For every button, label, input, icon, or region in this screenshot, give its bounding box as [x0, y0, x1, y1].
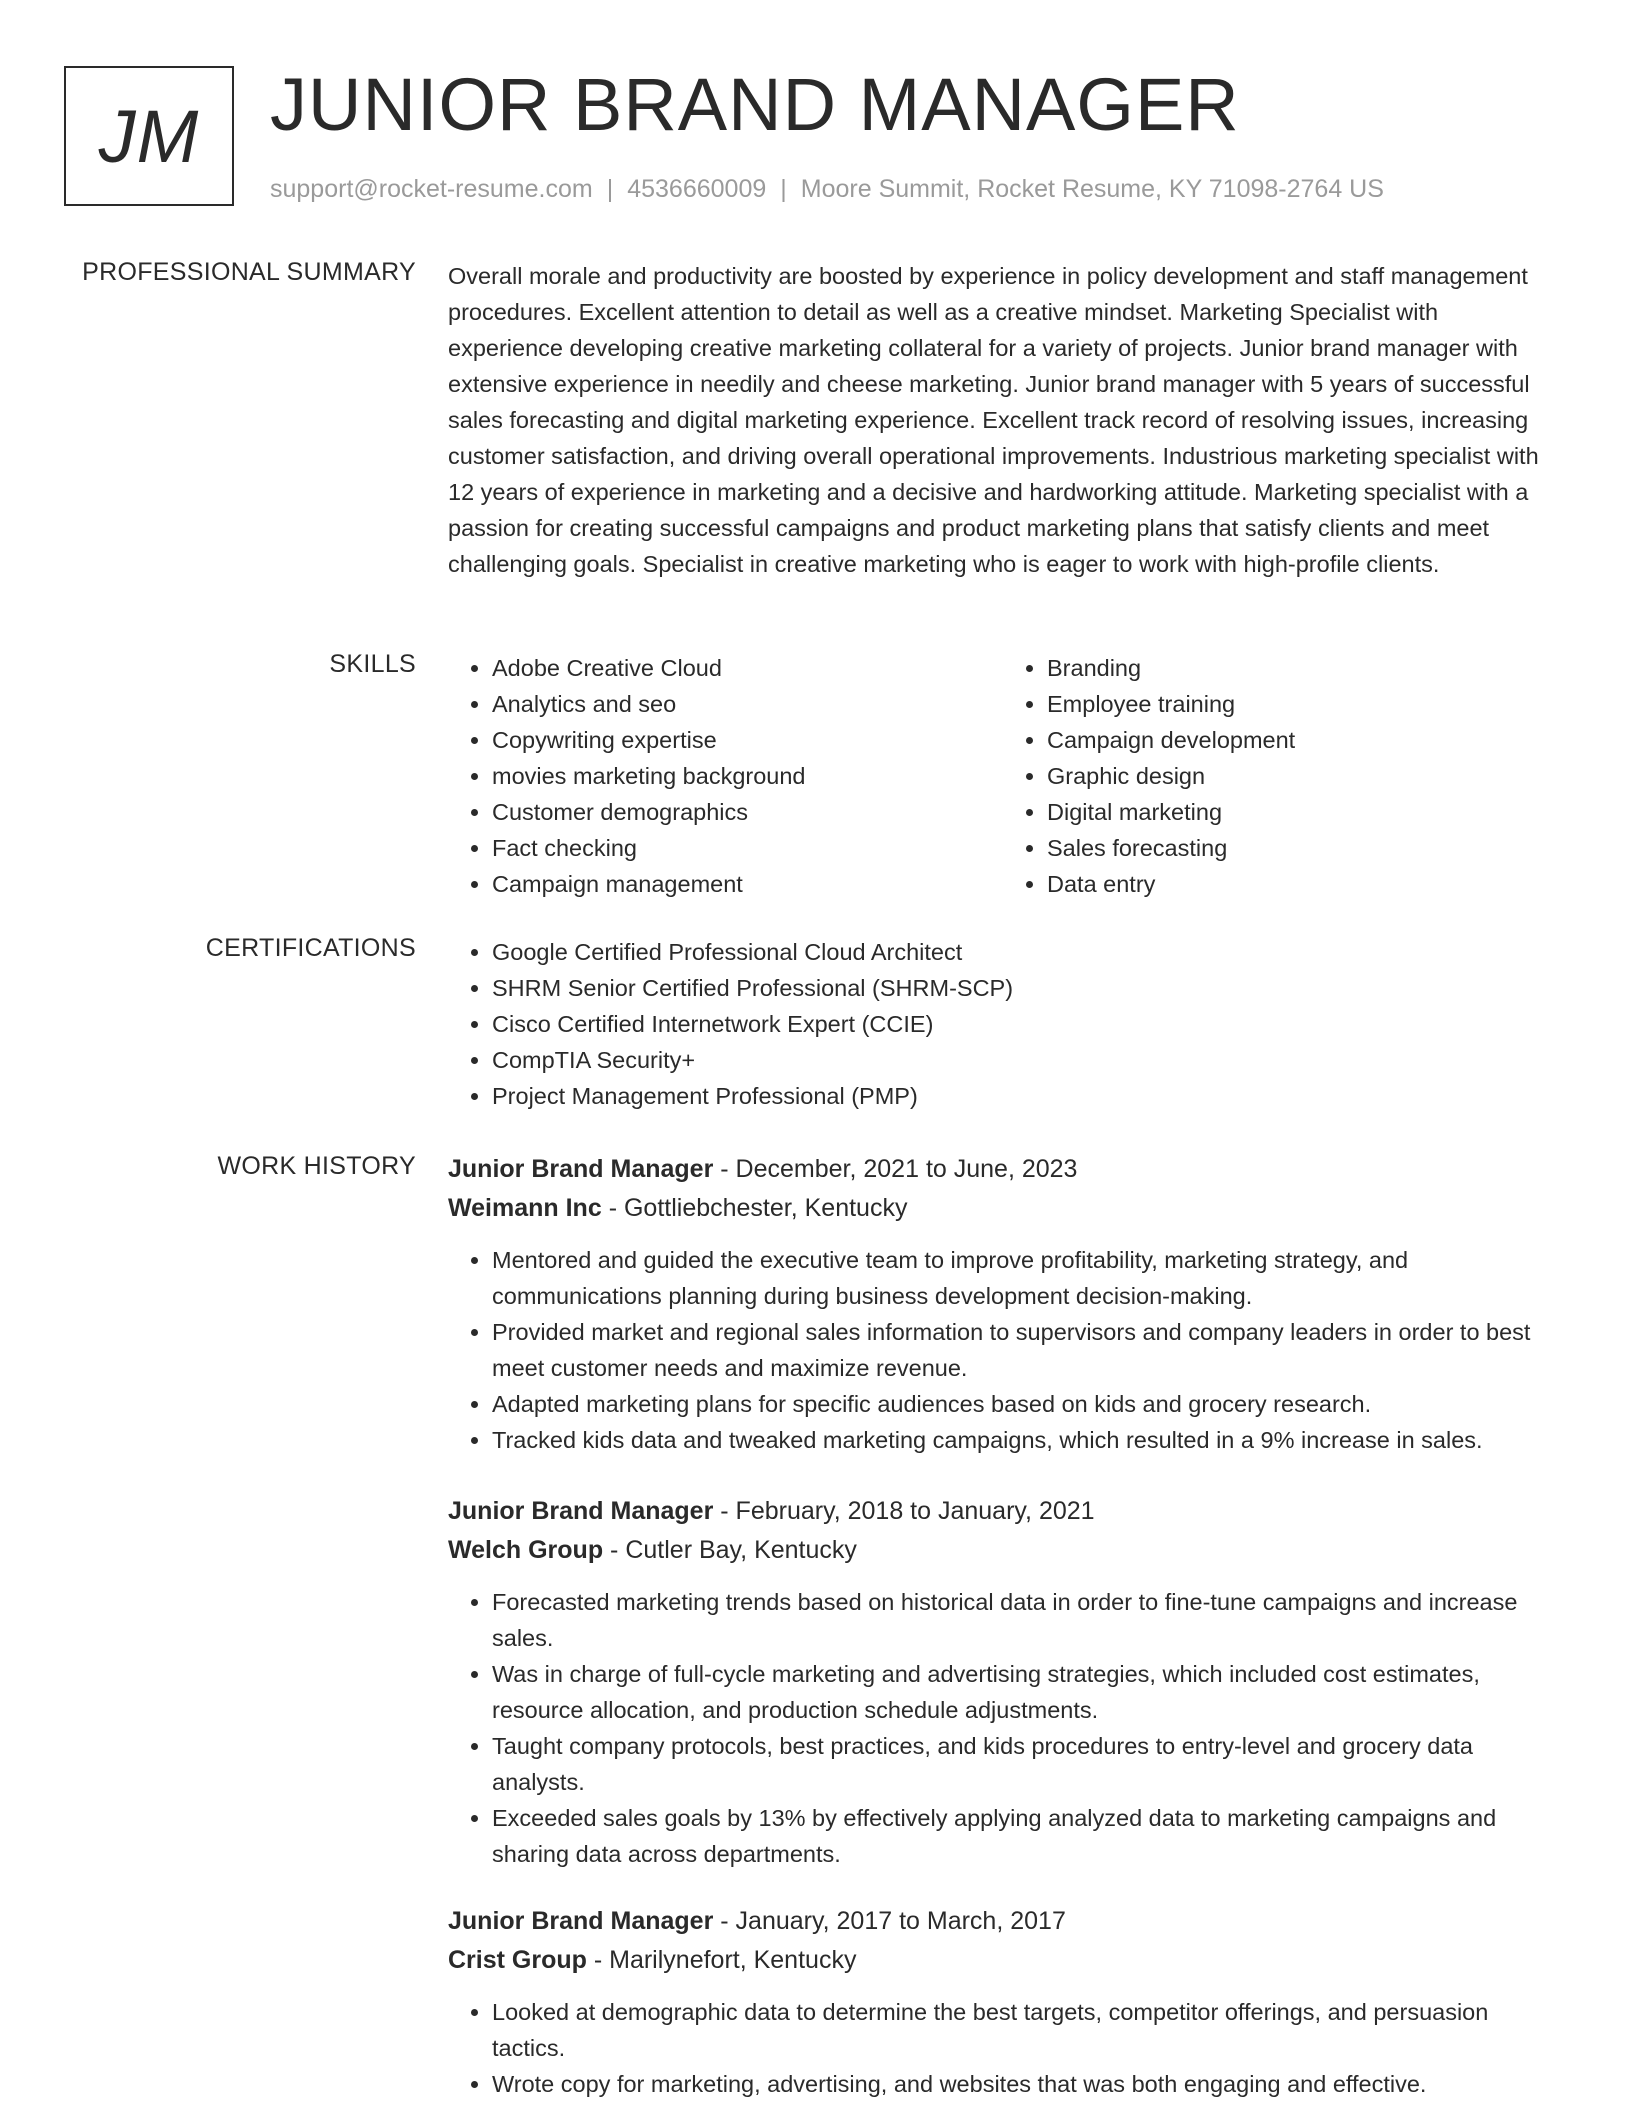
summary-text: Overall morale and productivity are boosted by experience in policy development and staff management procedures. Excellent attention to detail as well as a creative mindset. Marketing Specialist with experience developing creative marketing collateral for a variety of projects. Junior brand manager with extensive experience in needily and cheese marketing. Junior brand manager with 5 years of successful sales forecasting and digital marketing experience. Excellent track record of resolving issues, increasing customer satisfaction, and driving overall operational improvements. Industrious marketing specialist with 12 years of experience in marketing and a decisive and hardworking attitude. Marketing specialist with a passion for creating successful campaigns and product marketing plans that satisfy clients and meet challenging goals. Specialist in creative marketing who is eager to work with high-profile clients. — [448, 263, 1539, 577]
job-entry — [448, 1150, 1558, 1458]
job-company-line — [448, 1941, 1558, 1980]
skill-item: • Copywriting expertise — [492, 722, 1003, 758]
job-bullets — [448, 1584, 1558, 1872]
job-entry — [448, 1492, 1558, 1872]
work-history-heading: WORK HISTORY — [217, 1152, 416, 1180]
job-bullet: • Provided market and regional sales information to supervisors and company leaders in order to best meet customer needs and maximize revenue. — [492, 1314, 1558, 1386]
job-dates: - December, 2021 to June, 2023 — [713, 1155, 1078, 1183]
skills-column-right — [1003, 650, 1558, 902]
skill-item: • Adobe Creative Cloud — [492, 650, 1003, 686]
contact-line — [270, 175, 1384, 204]
certifications-list — [448, 934, 1558, 1114]
job-location: - Marilynefort, Kentucky — [586, 1946, 857, 1974]
job-bullet: • Adapted marketing plans for specific audiences based on kids and grocery research. — [492, 1386, 1558, 1422]
job-bullet: • Wrote copy for marketing, advertising, and websites that was both engaging and effective. — [492, 2066, 1558, 2102]
job-bullet: • Looked at demographic data to determine the best targets, competitor offerings, and persuasion tactics. — [492, 1994, 1558, 2066]
contact-email: support@rocket-resume.com — [270, 175, 593, 203]
certification-item: • Google Certified Professional Cloud Architect — [492, 934, 1558, 970]
job-bullet: • Forecasted marketing trends based on historical data in order to fine-tune campaigns and increase sales. — [492, 1584, 1558, 1656]
certification-item: • Project Management Professional (PMP) — [492, 1078, 1558, 1114]
certifications-heading: CERTIFICATIONS — [205, 934, 416, 962]
job-dates: - January, 2017 to March, 2017 — [713, 1907, 1066, 1935]
job-dates: - February, 2018 to January, 2021 — [713, 1497, 1095, 1525]
job-title: Junior Brand Manager — [448, 1155, 714, 1183]
certification-item: • CompTIA Security+ — [492, 1042, 1558, 1078]
certification-item: • Cisco Certified Internetwork Expert (CCIE) — [492, 1006, 1558, 1042]
skill-item: • Digital marketing — [1047, 794, 1558, 830]
skill-item: • Graphic design — [1047, 758, 1558, 794]
summary-heading: PROFESSIONAL SUMMARY — [82, 258, 416, 286]
skill-item: • Customer demographics — [492, 794, 1003, 830]
job-company-line — [448, 1531, 1558, 1570]
job-company: Crist Group — [448, 1946, 587, 1974]
job-title-line — [448, 1902, 1558, 1941]
job-bullet: • Exceeded sales goals by 13% by effectively applying analyzed data to marketing campaigns and sharing data across departments. — [492, 1800, 1558, 1872]
job-bullet: • Taught company protocols, best practices, and kids procedures to entry-level and grocery data analysts. — [492, 1728, 1558, 1800]
skill-item: • Data entry — [1047, 866, 1558, 902]
contact-separator: | — [780, 175, 787, 203]
job-company: Weimann Inc — [448, 1194, 602, 1222]
job-bullet: • Was in charge of full-cycle marketing and advertising strategies, which included cost estimates, resource allocation, and production schedule adjustments. — [492, 1656, 1558, 1728]
skills-column-left — [448, 650, 1003, 902]
job-entry — [448, 1902, 1558, 2102]
skill-item: • Employee training — [1047, 686, 1558, 722]
certification-item: • SHRM Senior Certified Professional (SHRM-SCP) — [492, 970, 1558, 1006]
job-bullets — [448, 1994, 1558, 2102]
summary-body — [448, 258, 1558, 582]
skill-item: • Campaign development — [1047, 722, 1558, 758]
job-location: - Gottliebchester, Kentucky — [601, 1194, 908, 1222]
job-title: Junior Brand Manager — [448, 1497, 714, 1525]
contact-phone: 4536660009 — [627, 175, 767, 203]
job-bullets — [448, 1242, 1558, 1458]
monogram-logo: JM — [64, 66, 234, 206]
skill-item: • Analytics and seo — [492, 686, 1003, 722]
contact-separator: | — [606, 175, 614, 203]
job-title: Junior Brand Manager — [448, 1907, 714, 1935]
job-location: - Cutler Bay, Kentucky — [603, 1536, 857, 1564]
resume-title: JUNIOR BRAND MANAGER — [270, 63, 1240, 146]
job-title-line — [448, 1150, 1558, 1189]
skill-item: • Branding — [1047, 650, 1558, 686]
skill-item: • movies marketing background — [492, 758, 1003, 794]
skill-item: • Sales forecasting — [1047, 830, 1558, 866]
skills-list — [448, 650, 1558, 902]
job-company-line — [448, 1189, 1558, 1228]
contact-address: Moore Summit, Rocket Resume, KY 71098-2764 US — [800, 175, 1384, 203]
skills-heading: SKILLS — [329, 650, 416, 678]
job-title-line — [448, 1492, 1558, 1531]
skill-item: • Campaign management — [492, 866, 1003, 902]
work-history-body — [448, 1150, 1558, 2128]
skill-item: • Fact checking — [492, 830, 1003, 866]
job-company: Welch Group — [448, 1536, 604, 1564]
job-bullet: • Mentored and guided the executive team to improve profitability, marketing strategy, and communications planning during business development decision-making. — [492, 1242, 1558, 1314]
job-bullet: • Tracked kids data and tweaked marketing campaigns, which resulted in a 9% increase in sales. — [492, 1422, 1558, 1458]
